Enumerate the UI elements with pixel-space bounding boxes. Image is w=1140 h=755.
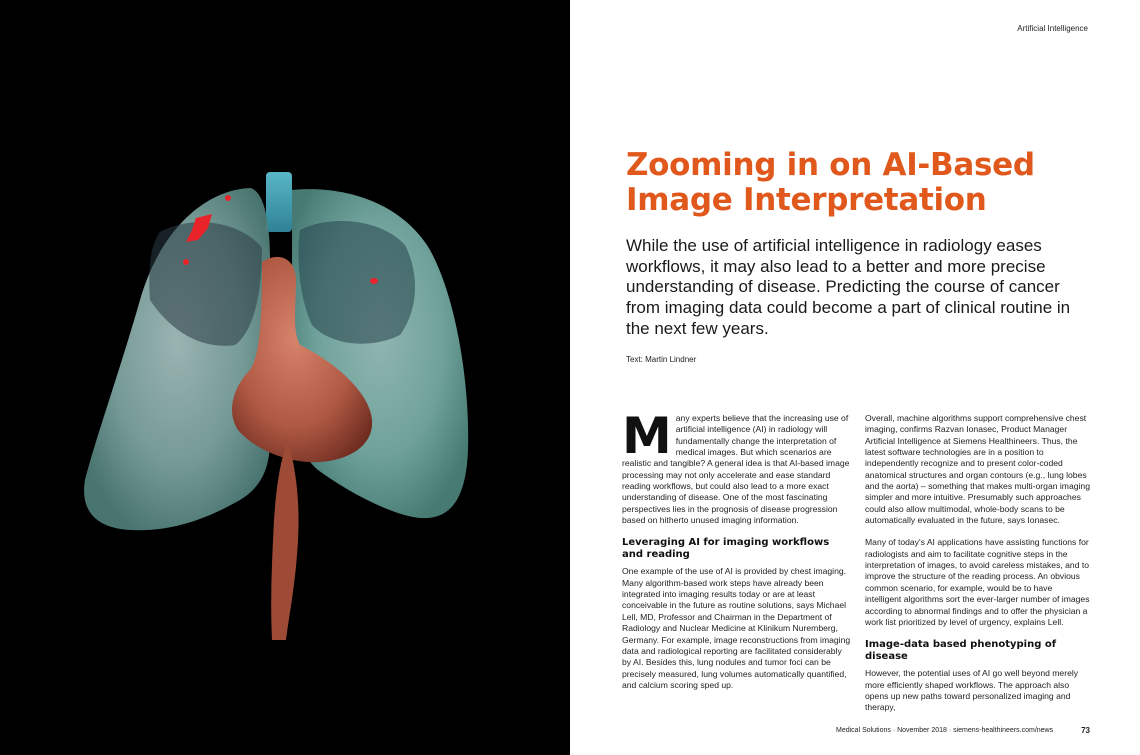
page-footer: Medical Solutions · November 2018 · siemens-healthineers.com/news [836,727,1054,734]
paragraph-text: any experts believe that the increasing use of artificial intelligence (AI) in radiology will fundamentally change the interpretation of medical images. But which scenarios are realistic and tangible? A general idea is that AI-based image processing may not only accelerate and ease standard reading workflows, but could also lead to a more exact understanding of disease. One of the most fascinating perspectives lies in the prognosis of disease progression based on hitherto unused imaging information. [622,413,850,526]
body-paragraph: Many of today's AI applications have assisting functions for radiologists and aim to facilitate cognitive steps in the interpretation of images, to avoid careless mistakes, and to improve the structure of the reading process. An obvious common scenario, for example, would be to have intelligent algorithms sort the ever-larger number of images according to abnormal findings and to offer the physician a work list prioritized by level of urgency, explains Lell. [865,537,1090,627]
body-paragraph: Overall, machine algorithms support comprehensive chest imaging, confirms Razvan Ionasec, Product Manager Artificial Intelligence at Siemens Healthineers. Thus, the latest software technologies are in a position to independently recognize and to present color-coded anatomical structures and organ contours (e.g., lung lobes and the aorta) – something that makes multi-organ imaging simpler and more intuitive. Presumably such approaches could also allow multimodal, whole-body scans to be automatically evaluated in the future, says Ionasec. [865,413,1090,526]
body-column-left [622,407,852,702]
subheading: Leveraging AI for imaging workflows and reading [622,537,830,560]
nodule-marker [183,259,189,265]
drop-cap: M [622,407,672,465]
article-page [570,0,1140,755]
body-paragraph: However, the potential uses of AI go well beyond merely more efficiently shaped workflows. The approach also opens up new paths toward personalized imaging and therapy, [865,668,1079,713]
nodule-marker [225,195,231,201]
page-number: 73 [1081,726,1090,735]
body-column-right [865,413,1090,725]
section-label: Artificial Intelligence [1017,24,1088,33]
nodule-marker [370,278,378,284]
article-title: Zooming in on AI-Based Image Interpretation [626,147,1035,218]
body-paragraph [622,407,852,526]
body-paragraph: One example of the use of AI is provided by chest imaging. Many algorithm-based work steps have already been integrated into imaging results today or are at least conceivable in the future as routine solutions, says Michael Lell, MD, Professor and Chairman in the Department of Radiology and Nuclear Medicine at Klinikum Nuremberg, Germany. For example, image reconstructions from imaging data and radiological reporting are facilitated considerably by AI. Besides this, lung nodules and tumor foci can be precisely measured, lung volumes automatically quantified, and calcium scoring sped up. [622,566,851,690]
subheading: Image-data based phenotyping of disease [865,639,1057,662]
byline: Text: Martin Lindner [626,355,697,364]
trachea [266,172,292,232]
article-lead: While the use of artificial intelligence in radiology eases workflows, it may also lead to a better and more precise understanding of disease. Predicting the course of cancer from imaging data could become a part of clinical routine in the next few years. [626,236,1071,338]
right-upper-lobe [299,221,416,344]
aorta [271,440,298,640]
